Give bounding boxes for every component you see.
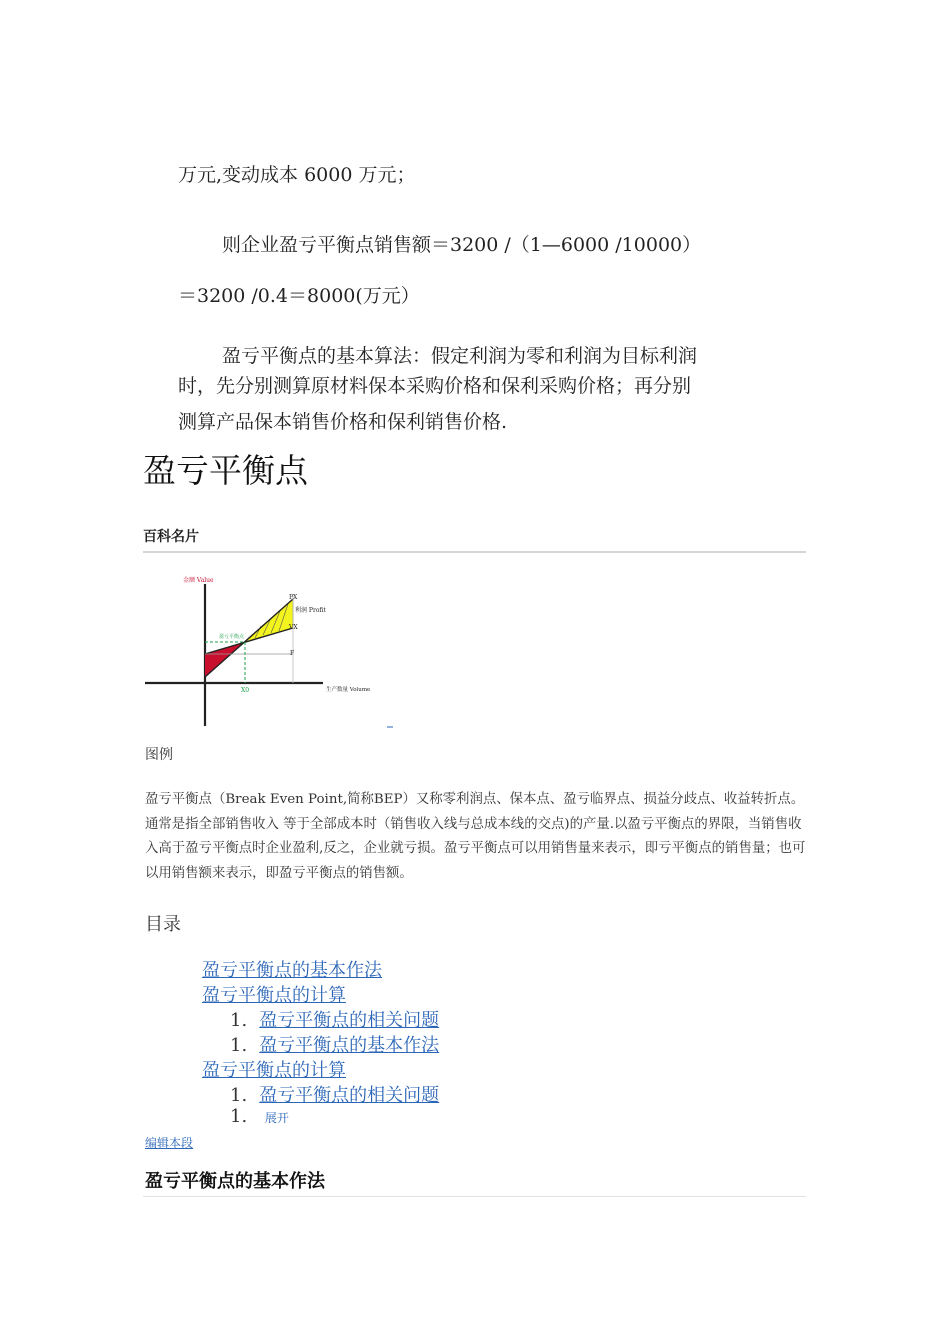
profit-label: 利润 Profit: [295, 607, 326, 614]
card-title: 百科名片: [143, 529, 199, 545]
paragraph-line-3: 测算产品保本销售价格和保利销售价格.: [178, 411, 508, 433]
toc-subitem[interactable]: [230, 1106, 289, 1127]
edit-link[interactable]: 编辑本段: [145, 1136, 194, 1150]
divider: [143, 551, 806, 553]
toc-item[interactable]: [202, 956, 382, 982]
toc-subitem[interactable]: [230, 1006, 439, 1032]
toc-number: 1.: [230, 1035, 248, 1056]
toc-item[interactable]: [202, 981, 364, 1007]
paragraph-line-1: 盈亏平衡点的基本算法：假定利润为零和利润为目标利润: [222, 345, 698, 367]
bep-label: 盈亏平衡点: [219, 634, 245, 640]
vx-label: VX: [289, 624, 298, 631]
text-line: 万元,变动成本 6000 万元；: [178, 164, 416, 186]
formula-line-2: ＝3200 /0.4＝8000(万元）: [178, 285, 420, 307]
summary-text: 盈亏平衡点（Break Even Point,简称BEP）又称零利润点、保本点、盈亏临界点、损益分歧点、收益转折点。通常是指全部销售收入 等于全部成本时（销售收入线与总成本线的交点)的产量.以盈亏平衡点的界限，当销售收入高于盈亏平衡点时企业盈利,反之，企业就亏损。盈亏平衡点可以用销售量来表示，即亏平衡点的销售量；也可以用销售额来表示，即盈亏平衡点的销售额。: [145, 792, 806, 881]
toc-expand-link[interactable]: 展开: [264, 1111, 289, 1125]
x-axis-label: 生产数量 Volume: [326, 687, 371, 693]
toc-link[interactable]: 盈亏平衡点的基本作法: [259, 1035, 440, 1056]
paragraph-line-2: 时，先分别测算原材料保本采购价格和保利采购价格；再分别: [178, 375, 692, 397]
section-title: 盈亏平衡点的基本作法: [145, 1171, 325, 1192]
formula-line-1: 则企业盈亏平衡点销售额＝3200 /（1—6000 /10000）: [222, 234, 702, 256]
x0-label: X0: [241, 687, 250, 694]
toc-link[interactable]: 盈亏平衡点的计算: [202, 985, 346, 1006]
y-axis-label: 金额 Value: [183, 577, 214, 584]
toc-item[interactable]: [202, 1056, 364, 1082]
toc-link[interactable]: 盈亏平衡点的相关问题: [259, 1085, 440, 1106]
section-divider: [143, 1196, 806, 1197]
break-even-figure: [143, 566, 395, 730]
toc-number: 1.: [230, 1106, 248, 1127]
edit-section-link[interactable]: [145, 1134, 193, 1151]
article-title: 盈亏平衡点: [143, 451, 308, 490]
toc-subitem[interactable]: [230, 1031, 439, 1057]
toc-number: 1.: [230, 1085, 248, 1106]
break-even-diagram: [143, 566, 395, 730]
figure-caption: 图例: [145, 747, 173, 763]
px-label: PX: [289, 594, 298, 601]
paragraph: [178, 341, 768, 437]
toc-link[interactable]: 盈亏平衡点的计算: [202, 1060, 346, 1081]
toc-link[interactable]: 盈亏平衡点的相关问题: [259, 1010, 440, 1031]
toc-title: 目录: [145, 914, 181, 935]
cost-line: [205, 628, 293, 654]
toc-number: 1.: [230, 1010, 248, 1031]
toc-link[interactable]: 盈亏平衡点的基本作法: [202, 960, 382, 981]
toc-subitem[interactable]: [230, 1081, 439, 1107]
f-label: F: [290, 650, 295, 657]
